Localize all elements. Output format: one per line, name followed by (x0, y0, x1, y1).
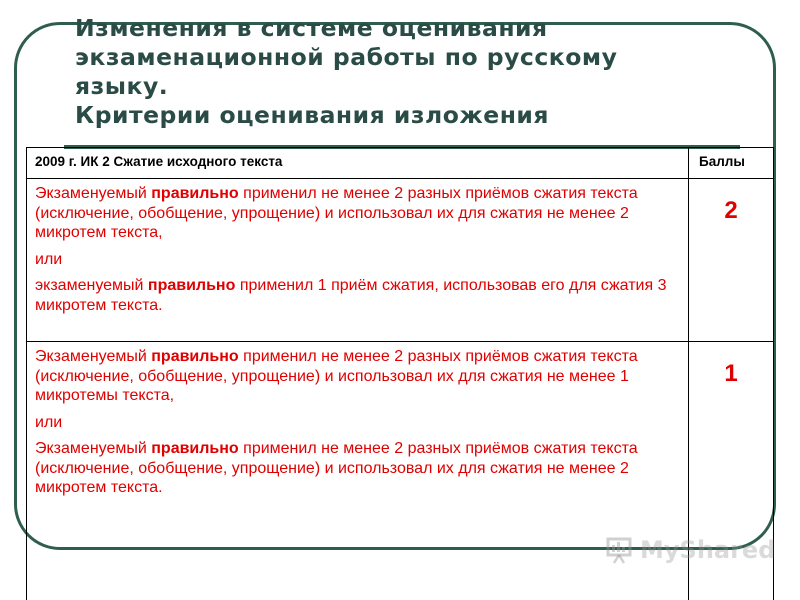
table-row (27, 179, 774, 342)
watermark (606, 536, 775, 564)
criteria-table (26, 147, 774, 600)
text-span: применил не менее 2 разных приёмов сжатия текста (исключение, обобщение, упрощение) и использовал их для сжатия не менее 1 микротемы текста, (35, 348, 638, 404)
presentation-icon (606, 536, 636, 564)
criterion-description (27, 342, 689, 600)
emphasis-word: правильно (151, 348, 239, 365)
criterion-paragraph (35, 347, 680, 406)
emphasis-word: правильно (147, 277, 236, 294)
criterion-paragraph (35, 439, 680, 498)
text-span: Экзаменуемый (35, 440, 152, 457)
slide-title (75, 14, 765, 130)
table-header-row (27, 148, 774, 179)
criterion-paragraph (35, 276, 680, 315)
text-span: применил не менее 2 разных приёмов сжатия текста (исключение, обобщение, упрощение) и использовал их для сжатия не менее 2 микротем текста. (35, 440, 638, 496)
criterion-description (27, 179, 689, 342)
text-span: Экзаменуемый (35, 185, 152, 202)
emphasis-word: правильно (151, 440, 239, 457)
watermark-text: MyShared (640, 536, 776, 564)
title-line: Изменения в системе оценивания (75, 14, 548, 42)
or-separator: или (35, 413, 63, 431)
text-span: Экзаменуемый (35, 348, 152, 365)
score-value: 2 (689, 179, 774, 342)
title-line: экзаменационной работы по русскому (75, 43, 618, 71)
title-line: языку. (75, 72, 169, 100)
score-header: Баллы (689, 148, 774, 179)
text-span: применил 1 приём сжатия, использовав его для сжатия 3 микротем текста. (35, 277, 667, 314)
or-separator: или (35, 250, 63, 268)
text-span: экзаменуемый (35, 277, 148, 294)
criterion-paragraph (35, 184, 680, 243)
criterion-header: 2009 г. ИК 2 Сжатие исходного текста (27, 148, 689, 179)
emphasis-word: правильно (151, 185, 239, 202)
text-span: применил не менее 2 разных приёмов сжатия текста (исключение, обобщение, упрощение) и использовал их для сжатия не менее 2 микротем текста, (35, 185, 638, 241)
score-value: 1 (689, 342, 774, 600)
title-line: Критерии оценивания изложения (75, 101, 549, 129)
